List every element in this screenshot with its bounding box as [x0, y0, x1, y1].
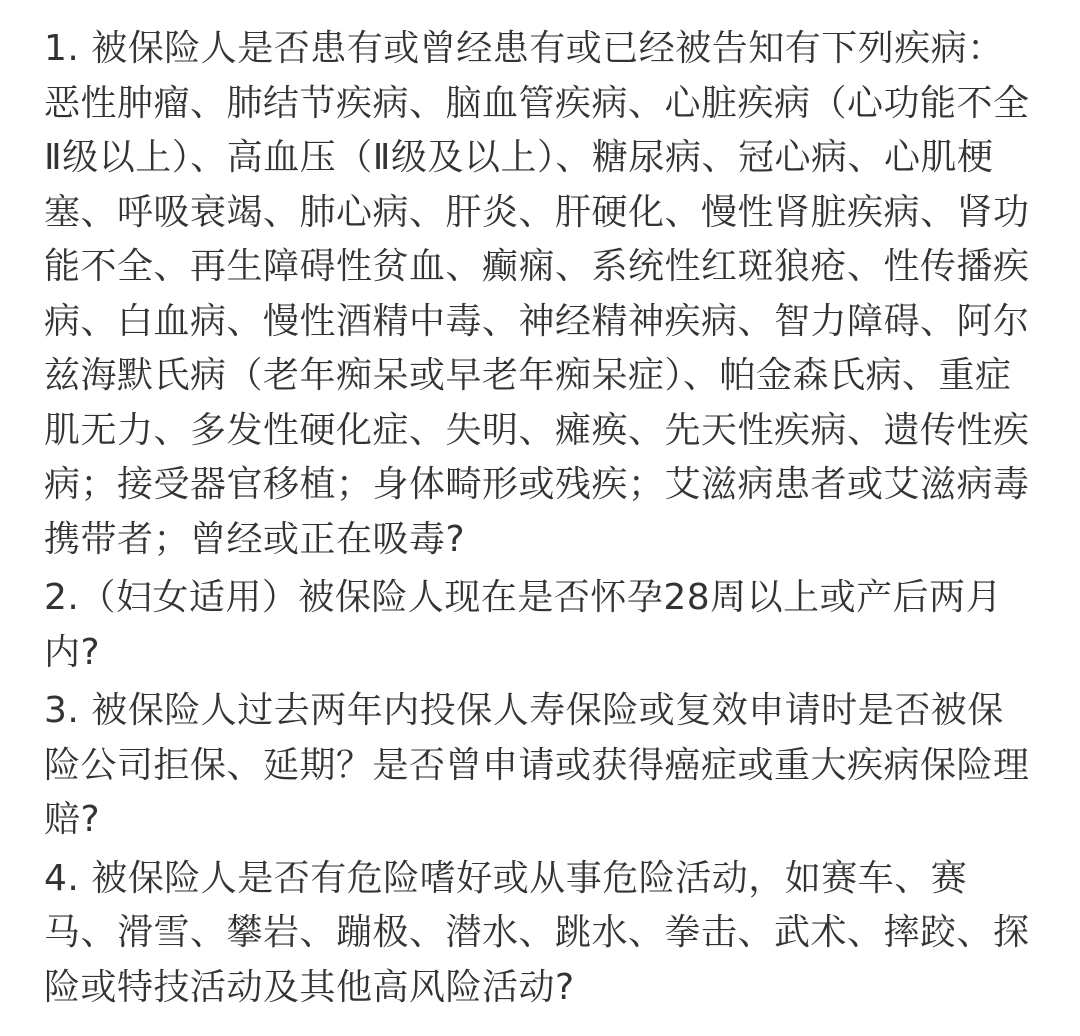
questionnaire [44, 22, 1034, 1019]
question-2: 2.（妇女适用）被保险人现在是否怀孕28周以上或产后两月内? [44, 577, 1003, 673]
question-3: 3. 被保险人过去两年内投保人寿保险或复效申请时是否被保险公司拒保、延期？是否曾申请或获得癌症或重大疾病保险理赔? [44, 690, 1030, 840]
question-1: 1. 被保险人是否患有或曾经患有或已经被告知有下列疾病：恶性肿瘤、肺结节疾病、脑血管疾病、心脏疾病（心功能不全Ⅱ级以上）、高血压（Ⅱ级及以上）、糖尿病、冠心病、心肌梗塞、呼吸衰竭、肺心病、肝炎、肝硬化、慢性肾脏疾病、肾功能不全、再生障碍性贫血、癫痫、系统性红斑狼疮、性传播疾病、白血病、慢性酒精中毒、神经精神疾病、智力障碍、阿尔兹海默氏病（老年痴呆或早老年痴呆症）、帕金森氏病、重症肌无力、多发性硬化症、失明、瘫痪、先天性疾病、遗传性疾病；接受器官移植；身体畸形或残疾；艾滋病患者或艾滋病毒携带者；曾经或正在吸毒? [44, 28, 1030, 560]
question-4: 4. 被保险人是否有危险嗜好或从事危险活动，如赛车、赛马、滑雪、攀岩、蹦极、潜水、跳水、拳击、武术、摔跤、探险或特技活动及其他高风险活动? [44, 857, 1030, 1008]
